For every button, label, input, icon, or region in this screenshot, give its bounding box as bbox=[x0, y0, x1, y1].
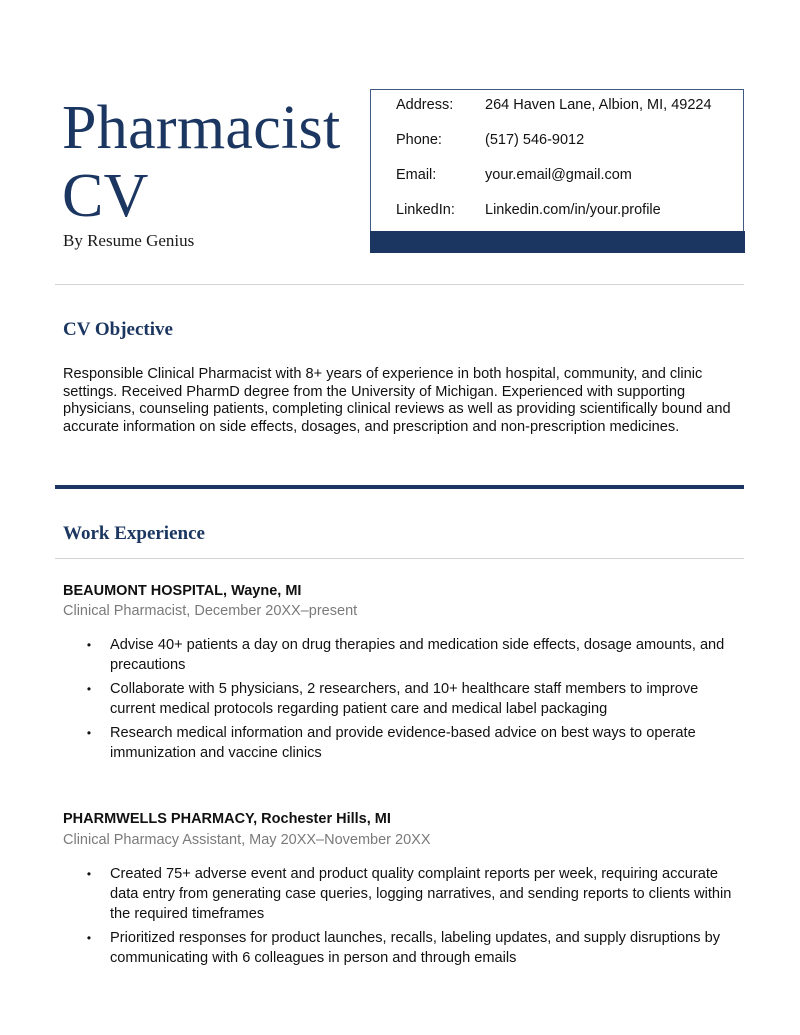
bullet-icon: • bbox=[86, 682, 92, 696]
job-bullets bbox=[84, 635, 734, 767]
experience-heading: Work Experience bbox=[63, 523, 205, 544]
contact-value[interactable]: Linkedin.com/in/your.profile bbox=[485, 202, 661, 218]
job-role: Clinical Pharmacy Assistant, May 20XX–November 20XX bbox=[63, 832, 431, 848]
bullet-icon: • bbox=[86, 726, 92, 740]
company-location: Wayne, MI bbox=[231, 583, 302, 599]
contact-accent-band bbox=[370, 231, 745, 253]
job-role: Clinical Pharmacist, December 20XX–present bbox=[63, 603, 358, 619]
contact-box bbox=[370, 89, 744, 252]
contact-value: 264 Haven Lane, Albion, MI, 49224 bbox=[485, 97, 712, 113]
company-name: PHARMWELLS PHARMACY, bbox=[63, 811, 258, 827]
contact-value[interactable]: your.email@gmail.com bbox=[485, 167, 632, 183]
job-company bbox=[63, 811, 391, 827]
bullet-icon: • bbox=[86, 638, 92, 652]
title-line-1: Pharmacist bbox=[62, 94, 341, 162]
bullet-item: • Collaborate with 5 physicians, 2 researchers, and 10+ healthcare staff members to improve current medical protocols regarding patient care and medical label packaging bbox=[84, 679, 734, 719]
bullet-item: • Advise 40+ patients a day on drug therapies and medication side effects, dosage amounts, and precautions bbox=[84, 635, 734, 675]
page-title bbox=[62, 94, 341, 230]
contact-label: LinkedIn: bbox=[396, 202, 455, 218]
job-bullets bbox=[84, 864, 734, 972]
bullet-item: • Prioritized responses for product launches, recalls, labeling updates, and supply disruptions by communicating with 6 colleagues in person and through emails bbox=[84, 928, 734, 968]
bullet-item: • Research medical information and provide evidence-based advice on best ways to operate immunization and vaccine clinics bbox=[84, 723, 734, 763]
company-name: BEAUMONT HOSPITAL, bbox=[63, 583, 228, 599]
bullet-icon: • bbox=[86, 931, 92, 945]
bullet-item: • Created 75+ adverse event and product quality complaint reports per week, requiring accurate data entry from generating case queries, logging narratives, and sending reports to clients within the required timeframes bbox=[84, 864, 734, 924]
contact-label: Address: bbox=[396, 97, 454, 113]
section-divider-thick bbox=[55, 485, 744, 489]
experience-divider bbox=[55, 558, 744, 559]
bullet-icon: • bbox=[86, 867, 92, 881]
contact-label: Phone: bbox=[396, 132, 442, 148]
company-location: Rochester Hills, MI bbox=[261, 811, 391, 827]
job-company bbox=[63, 583, 301, 599]
header-divider bbox=[55, 284, 744, 285]
contact-value: (517) 546-9012 bbox=[485, 132, 585, 148]
contact-label: Email: bbox=[396, 167, 437, 183]
title-line-2: CV bbox=[62, 162, 149, 230]
objective-heading: CV Objective bbox=[63, 319, 173, 340]
byline: By Resume Genius bbox=[63, 231, 195, 250]
objective-text: Responsible Clinical Pharmacist with 8+ years of experience in both hospital, community, and clinic settings. Received PharmD degree from the University of Michigan. Experienced with supporting physicians, counseling patients, completing clinical reviews as well as providing scientifically bound and accurate information on side effects, dosages, and prescription and non-prescription medicines. bbox=[63, 366, 731, 435]
